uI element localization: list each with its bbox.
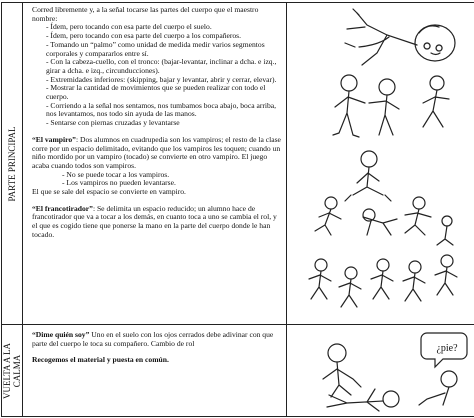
exercise-item: - Extremidades inferiores: (skipping, bajar y levantar, abrir y cerrar, elevar). bbox=[46, 74, 277, 84]
exercise-item: - Tomando un “palmo” como unidad de medida medir varios segmentos corporales y compararlos entre sí. bbox=[46, 39, 265, 58]
exercise-item: - Ídem, pero tocando con esa parte del cuerpo el suelo. bbox=[46, 22, 212, 32]
dime-quien-soy-drawing bbox=[287, 325, 473, 415]
vampiro-text: : Dos alumnos en cuadrupedia son los vampiros; el resto de la clase corre por un espacio delimitado, evitando que los vampiros les toquen; cuando un niño mordido por un vampiro (tocado) se convierte en otro vampiro. El juego acaba cuando todos son vampiros. bbox=[32, 134, 281, 170]
lying-child-drawing bbox=[345, 9, 455, 65]
exercise-item: - Ídem, pero tocando con esa parte del cuerpo a los compañeros. bbox=[46, 31, 242, 41]
intro-text: Corred libremente y, a la señal tocarse las partes del cuerpo que el maestro nombre: bbox=[32, 5, 259, 23]
exercise-item: - Sentarse con piernas cruzadas y levantarse bbox=[46, 118, 180, 128]
lesson-table bbox=[1, 2, 474, 417]
section-label-cell bbox=[2, 3, 23, 325]
dime-paragraph bbox=[32, 331, 282, 348]
vampiro-rule: - Los vampiros no pueden levantarse. bbox=[62, 178, 176, 188]
closing-text-cell bbox=[23, 325, 287, 417]
main-illustrations-cell bbox=[287, 3, 474, 325]
main-text-cell bbox=[23, 3, 287, 325]
dime-title: “Dime quién soy” bbox=[32, 330, 90, 339]
vampiro-paragraph bbox=[32, 136, 282, 171]
children-exercise-illustrations bbox=[287, 3, 473, 323]
section-label-main: PARTE PRINCIPAL bbox=[7, 125, 17, 202]
speech-text: ¿pie? bbox=[436, 343, 458, 354]
franco-title: “El francotirador” bbox=[32, 203, 93, 213]
sitting-child-drawing bbox=[345, 151, 391, 201]
section-label-cell bbox=[2, 325, 23, 417]
franco-paragraph bbox=[32, 205, 282, 240]
vampiro-game-drawing bbox=[315, 197, 453, 245]
exercise-item: - Corriendo a la señal nos sentamos, nos tumbamos boca abajo, boca arriba, nos levantamos, nos todo sin ayuda de las manos. bbox=[46, 100, 277, 119]
francotirador-game-drawing bbox=[309, 255, 457, 307]
vampiro-last: El que se sale del espacio se convierte en vampiro. bbox=[32, 187, 186, 197]
running-child-drawing bbox=[423, 76, 449, 127]
closing-illustration-cell bbox=[287, 325, 474, 417]
section-label-closing: VUELTA A LA CALMA bbox=[2, 342, 22, 399]
recoger-text: Recogemos el material y puesta en común. bbox=[32, 355, 169, 365]
exercise-item: - Mostrar la cantidad de movimientos que se pueden realizar con todo el cuerpo. bbox=[46, 83, 266, 102]
dime-text: Uno en el suelo con los ojos cerrados debe adivinar con que parte del cuerpo le toca su compañero. Cambio de rol bbox=[32, 330, 274, 348]
vampiro-rule: - No se puede tocar a los vampiros. bbox=[62, 169, 170, 179]
vampiro-title: “El vampiro” bbox=[32, 134, 76, 144]
exercise-item: - Con la cabeza-cuello, con el tronco: (bajar-levantar, inclinar a dcha. e izq., girar a dcha. e izq., circunducciones). bbox=[46, 57, 277, 75]
franco-text: : Se delimita un espacio reducido; un alumno hace de francotirador que va a tocar a los demás, en cuanto toca a uno se cambia el rol, y el que es cogido tiene que ponerse la mano en la parte del cuerpo donde le han tocado. bbox=[32, 203, 277, 239]
pair-touching-drawing bbox=[333, 75, 399, 137]
